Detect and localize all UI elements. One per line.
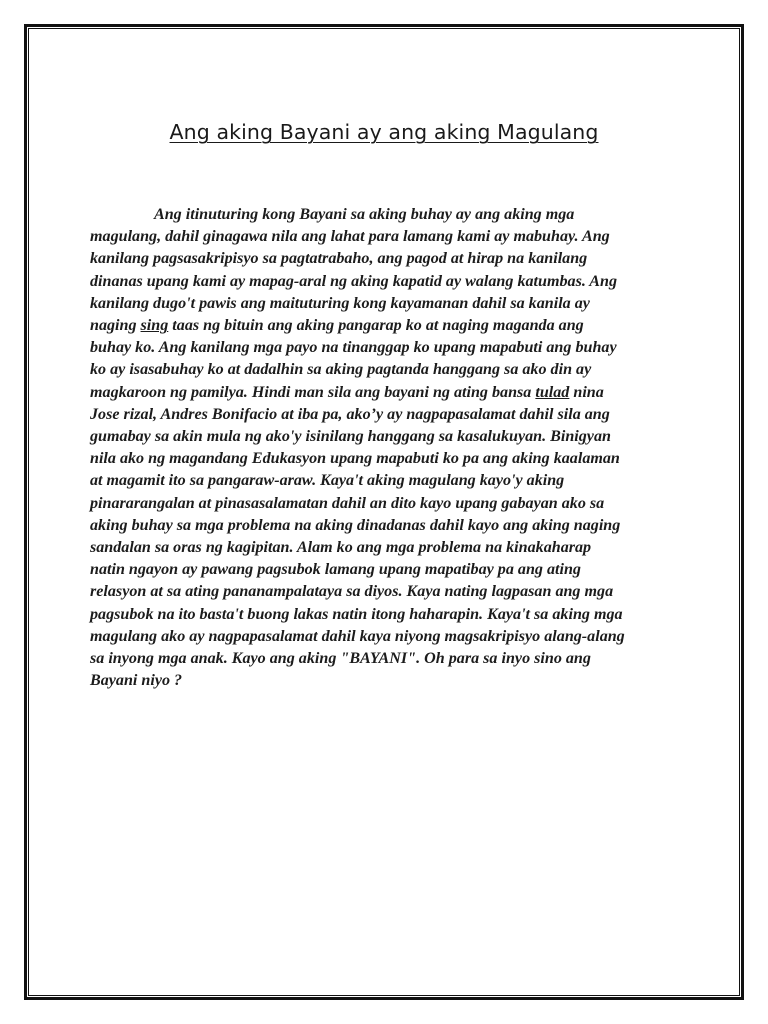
document-title: Ang aking Bayani ay ang aking Magulang bbox=[169, 120, 599, 144]
paragraph-line: pinararangalan at pinasasalamatan dahil an dito kayo upang gabayan ako sa bbox=[90, 494, 605, 512]
paragraph-line: aking buhay sa mga problema na aking dinadanas dahil kayo ang aking naging bbox=[90, 516, 621, 534]
line-text: Ang itinuturing kong Bayani sa aking buhay ay ang aking mga bbox=[154, 206, 575, 223]
paragraph-line: magulang, dahil ginagawa nila ang lahat para lamang kami ay mabuhay. Ang bbox=[90, 228, 610, 246]
paragraph-line: dinanas upang kami ay mapag-aral ng aking kapatid ay walang katumbas. Ang bbox=[90, 272, 618, 290]
underlined-word: sing bbox=[140, 317, 169, 335]
line-text: taas ng bituin ang aking pangarap ko at naging maganda ang bbox=[168, 317, 584, 335]
paragraph-line: Bayani niyo ? bbox=[90, 672, 183, 690]
line-text: magkaroon ng pamilya. Hindi man sila ang bayani ng ating bansa bbox=[90, 383, 536, 401]
paragraph-line: kanilang pagsasakripisyo sa pagtatrabaho, ang pagod at hirap na kanilang bbox=[90, 250, 588, 268]
paragraph-line bbox=[90, 382, 680, 404]
essay-paragraph bbox=[90, 204, 680, 692]
paragraph-line: kanilang dugo't pawis ang maituturing kong kayamanan dahil sa kanila ay bbox=[90, 294, 590, 312]
line-text: nina bbox=[569, 383, 604, 401]
paragraph-line: ko ay isasabuhay ko at dadalhin sa aking pagtanda hanggang sa ako din ay bbox=[90, 361, 592, 379]
paragraph-line: gumabay sa akin mula ng ako'y isinilang hanggang sa kasalukuyan. Binigyan bbox=[90, 428, 611, 446]
paragraph-line: sa inyong mga anak. Kayo ang aking "BAYANI". Oh para sa inyo sino ang bbox=[90, 650, 591, 668]
paragraph-line: nila ako ng magandang Edukasyon upang mapabuti ko pa ang aking kaalaman bbox=[90, 450, 620, 468]
paragraph-line: Jose rizal, Andres Bonifacio at iba pa, ako’y ay nagpapasalamat dahil sila ang bbox=[90, 405, 610, 423]
paragraph-line: at magamit ito sa pangaraw-araw. Kaya't aking magulang kayo'y aking bbox=[90, 472, 565, 490]
paragraph-line: relasyon at sa ating pananampalataya sa diyos. Kaya nating lagpasan ang mga bbox=[90, 583, 614, 601]
paragraph-line: sandalan sa oras ng kagipitan. Alam ko ang mga problema na kinakaharap bbox=[90, 539, 592, 557]
paragraph-line: pagsubok na ito basta't buong lakas natin itong haharapin. Kaya't sa aking mga bbox=[90, 605, 623, 623]
paragraph-line bbox=[90, 204, 680, 226]
paragraph-line: magulang ako ay nagpapasalamat dahil kaya niyong magsakripisyo alang-alang bbox=[90, 627, 625, 645]
paragraph-line: natin ngayon ay pawang pagsubok lamang upang mapatibay pa ang ating bbox=[90, 561, 581, 579]
paragraph-line bbox=[90, 315, 680, 337]
underlined-word: tulad bbox=[535, 383, 570, 401]
line-text: naging bbox=[90, 317, 141, 335]
paragraph-line: buhay ko. Ang kanilang mga payo na tinanggap ko upang mapabuti ang buhay bbox=[90, 339, 617, 357]
